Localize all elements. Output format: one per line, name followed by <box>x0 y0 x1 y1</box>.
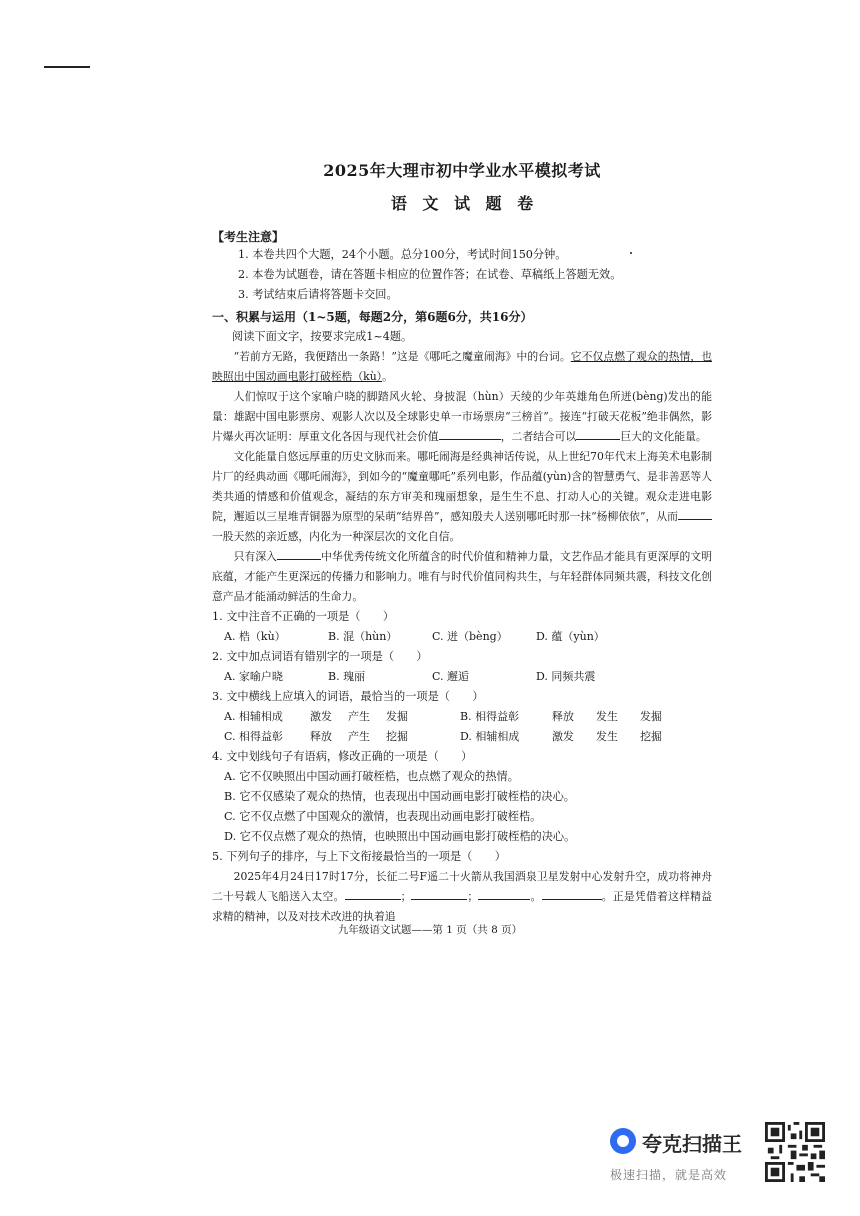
fill-blank[interactable] <box>576 427 620 440</box>
passage-paragraph-1 <box>212 347 712 387</box>
note-item: 3. 考试结束后请将答题卡交回。 <box>238 288 398 301</box>
option-word: 释放 <box>310 730 332 743</box>
question-stem: 5. 下列句子的排序，与上下文衔接最恰当的一项是（ ） <box>212 850 506 863</box>
option-word: 发掘 <box>640 710 662 723</box>
fill-blank[interactable] <box>478 887 530 900</box>
option[interactable]: B. 相得益彰 <box>460 710 520 723</box>
section-heading: 一、积累与运用（1~5题，每题2分，第6题6分，共16分） <box>212 310 533 324</box>
passage-text: “若前方无路，我便踏出一条路！”这是《哪吒之魔童闹海》中的台词。 <box>233 350 571 363</box>
fill-blank[interactable] <box>678 507 712 520</box>
exam-subtitle: 语 文 试 题 卷 <box>390 194 534 213</box>
quark-logo-icon <box>610 1128 636 1154</box>
option[interactable]: A. 家喻户晓 <box>224 670 283 683</box>
watermark-tagline: 极速扫描，就是高效 <box>610 1168 728 1182</box>
option[interactable]: A. 它不仅映照出中国动画打破桎梏，也点燃了观众的热情。 <box>224 770 519 783</box>
underlined-sentence: 它不仅点燃了观众的热情，也映照出中国动画电影打破桎梏（kù） <box>212 350 712 383</box>
fill-blank[interactable] <box>277 547 321 560</box>
passage-text: 中华优秀传统文化所蕴含的时代价值和精神力量，文艺作品才能具有更深厚的文明底蕴，才能产生更深远的传播力和影响力。唯有与时代价值同构共生，与年轻群体同频共震，科技文化创意产品才能涌动鲜活的生命力。 <box>212 550 713 603</box>
question-stem: 4. 文中划线句子有语病，修改正确的一项是（ ） <box>212 750 473 763</box>
note-item: 2. 本卷为试题卷，请在答题卡相应的位置作答；在试卷、草稿纸上答题无效。 <box>238 268 622 281</box>
note-item: 1. 本卷共四个大题，24个小题。总分100分，考试时间150分钟。 <box>238 248 567 261</box>
question-stem: 2. 文中加点词语有错别字的一项是（ ） <box>212 650 428 663</box>
option-word: 发生 <box>596 710 618 723</box>
passage-paragraph-4 <box>212 547 712 607</box>
option-word: 发生 <box>596 730 618 743</box>
option-word: 挖掘 <box>386 730 408 743</box>
option-word: 发掘 <box>386 710 408 723</box>
question-options <box>212 667 712 687</box>
fill-blank[interactable] <box>411 887 467 900</box>
option[interactable]: D. 它不仅点燃了观众的热情，也映照出中国动画电影打破桎梏的决心。 <box>224 830 576 843</box>
exam-page <box>212 158 712 927</box>
option[interactable]: B. 混（hùn） <box>328 630 398 643</box>
punct: ； <box>400 890 412 903</box>
option-word: 产生 <box>348 710 370 723</box>
passage-paragraph-2 <box>212 387 712 447</box>
punct: 。 <box>530 890 542 903</box>
question-stem: 3. 文中横线上应填入的词语，最恰当的一项是（ ） <box>212 690 484 703</box>
option[interactable]: D. 相辅相成 <box>460 730 520 743</box>
scanner-watermark <box>610 1126 830 1192</box>
option[interactable]: A. 相辅相成 <box>224 710 283 723</box>
passage-text: 2025年4月24日17时17分，长征二号F遥二十火箭从我国酒泉卫星发射中心发射升空，成功将神舟二十号载人飞船送入太空。 <box>212 870 712 903</box>
option[interactable]: A. 梏（kù） <box>224 630 286 643</box>
page-footer: 九年级语文试题——第 1 页（共 8 页） <box>337 924 523 936</box>
passage-text: 只有深入 <box>233 550 278 563</box>
question-options <box>212 727 712 747</box>
option[interactable]: C. 迸（bèng） <box>432 630 508 643</box>
passage-text: 一股天然的亲近感，内化为一种深层次的文化自信。 <box>212 530 461 543</box>
option[interactable]: C. 它不仅点燃了中国观众的激情，也表现出动画电影打破桎梏。 <box>224 810 542 823</box>
fill-blank[interactable] <box>439 427 501 440</box>
option-word: 激发 <box>552 730 574 743</box>
qr-code-icon <box>765 1122 825 1182</box>
fill-blank[interactable] <box>542 887 602 900</box>
section-intro: 阅读下面文字，按要求完成1~4题。 <box>232 330 413 343</box>
passage-text: 人们惊叹于这个家喻户晓的脚踏风火轮、身披混（hùn）天绫的少年英雄角色所迸(bèng)发出的能量：雄踞中国电影票房、观影人次以及全球影史单一市场票房“三榜首”。接连“打破天花板”绝非偶然，影片爆火再次证明：厚重文化各因与现代社会价值 <box>212 390 712 443</box>
exam-title: 2025年大理市初中学业水平模拟考试 <box>323 161 601 180</box>
question-options <box>212 627 712 647</box>
passage-text: 。正是凭借着这样精益求精的精神，以及对技术改进的执着追 <box>212 890 713 923</box>
question-stem: 1. 文中注音不正确的一项是（ ） <box>212 610 395 623</box>
punct: ； <box>467 890 479 903</box>
fill-blank[interactable] <box>345 887 401 900</box>
option[interactable]: C. 邂逅 <box>432 670 470 683</box>
option-word: 激发 <box>310 710 332 723</box>
passage-paragraph-3 <box>212 447 712 547</box>
passage-text: 文化能量自悠远厚重的历史文脉而来。哪吒闹海是经典神话传说，从上世纪70年代末上海美术电影制片厂的经典动画《哪吒闹海》，到如今的“魔童哪吒”系列电影，作品蕴(yùn)含的智慧勇气、是非善恶等人类共通的情感和价值观念，凝结的东方审美和瑰丽想象，是生生不息、打动人心的关键。观众走进电影院，邂逅以三星堆青铜器为原型的呆萌“结界兽”，感知殷夫人送别哪吒时那一抹“杨柳依依”，从而 <box>212 450 712 523</box>
option[interactable]: D. 蕴（yùn） <box>536 630 605 643</box>
option[interactable]: B. 它不仅感染了观众的热情，也表现出中国动画电影打破桎梏的决心。 <box>224 790 575 803</box>
option[interactable]: C. 相得益彰 <box>224 730 284 743</box>
passage-text: 巨大的文化能量。 <box>620 430 707 443</box>
passage-text: 。 <box>382 370 393 383</box>
question-options <box>212 707 712 727</box>
passage-text: ，二者结合可以 <box>500 430 577 443</box>
option-word: 挖掘 <box>640 730 662 743</box>
option-word: 产生 <box>348 730 370 743</box>
notes-heading: 【考生注意】 <box>212 230 285 244</box>
option[interactable]: D. 同频共震 <box>536 670 596 683</box>
option[interactable]: B. 瑰丽 <box>328 670 366 683</box>
watermark-brand: 夸克扫描王 <box>642 1132 742 1156</box>
top-rule <box>44 66 90 68</box>
option-word: 释放 <box>552 710 574 723</box>
q5-passage <box>212 867 712 927</box>
